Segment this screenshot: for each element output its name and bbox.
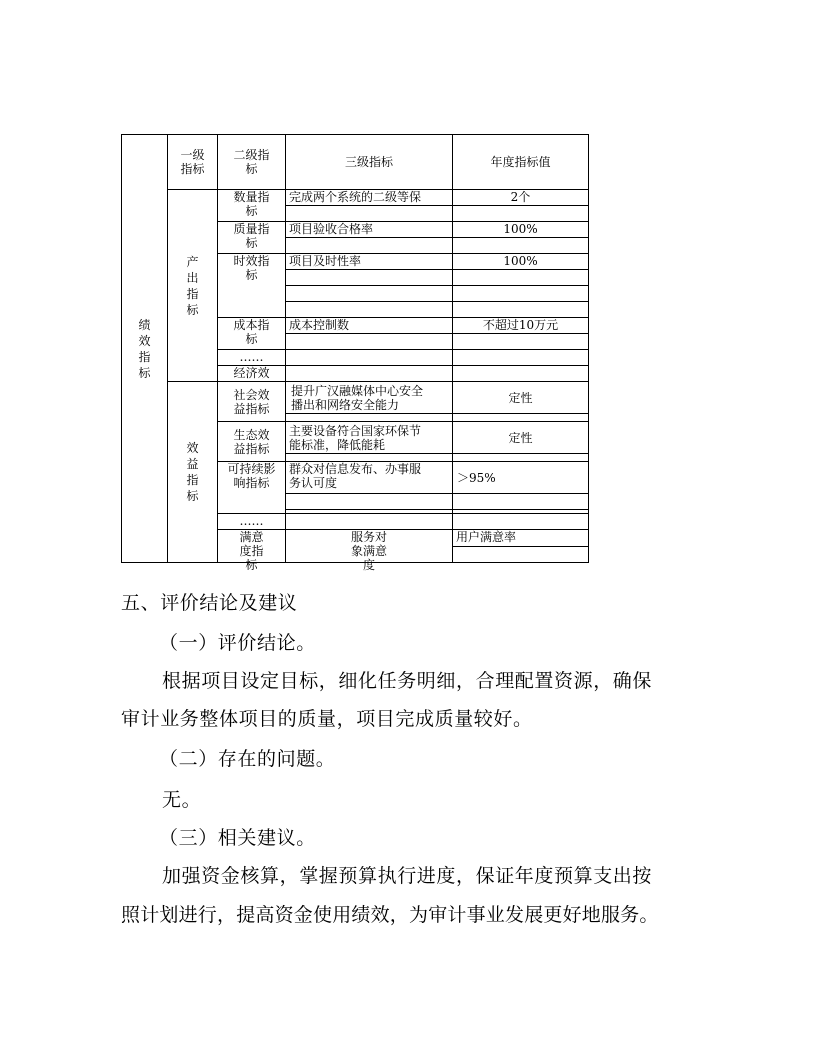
ecological-indicator-label: 生态效益指标	[233, 427, 270, 456]
header-level2-cell	[218, 135, 286, 190]
blank-cell	[453, 366, 589, 382]
satisfaction-indicator-cell	[218, 530, 286, 572]
performance-indicator-table	[121, 134, 589, 572]
blank-cell	[286, 414, 453, 422]
blank-cell	[286, 206, 453, 222]
output-ellipsis: ……	[218, 350, 286, 366]
blank-cell	[453, 206, 589, 222]
quality-indicator-item: 项目验收合格率	[286, 222, 453, 238]
performance-indicator-cell	[122, 135, 168, 563]
blank-cell	[453, 454, 589, 462]
benefit-indicator-label: 效益指标	[186, 441, 199, 503]
sustainable-indicator-item: 群众对信息发布、办事服务认可度	[289, 462, 422, 490]
blank-cell	[286, 366, 453, 382]
header-level1-cell	[168, 135, 218, 190]
cost-indicator-item: 成本控制数	[286, 318, 453, 334]
performance-indicator-label: 绩效指标	[138, 317, 151, 380]
blank-cell	[453, 514, 589, 530]
social-indicator-item: 提升广汉融媒体中心安全播出和网络安全能力	[291, 383, 424, 412]
satisfaction-indicator-label: 满意度指标	[239, 530, 264, 572]
social-indicator-value: 定性	[453, 382, 589, 414]
sustainable-indicator-item-cell	[286, 462, 453, 494]
blank-cell	[286, 286, 453, 302]
blank-cell	[453, 494, 589, 510]
blank-cell	[453, 286, 589, 302]
quantity-indicator-cell	[218, 190, 286, 222]
blank-cell	[286, 238, 453, 254]
blank-cell	[286, 514, 453, 530]
sub1-line2: 审计业务整体项目的质量，项目完成质量较好。	[121, 708, 533, 730]
benefit-ellipsis: ……	[218, 514, 286, 530]
section5-heading: 五、评价结论及建议	[121, 592, 298, 614]
timeliness-indicator-item: 项目及时性率	[286, 254, 453, 270]
economic-indicator-label: 经济效	[218, 366, 286, 382]
quality-indicator-value: 100%	[453, 222, 589, 238]
quantity-indicator-item: 完成两个系统的二级等保	[286, 190, 453, 206]
blank-cell	[286, 350, 453, 366]
timeliness-indicator-label: 时效指标	[233, 254, 270, 282]
blank-cell	[453, 238, 589, 254]
quantity-indicator-value: 2个	[453, 190, 589, 206]
ecological-indicator-item-cell	[286, 422, 453, 454]
blank-cell	[286, 494, 453, 510]
blank-cell	[453, 414, 589, 422]
sustainable-indicator-cell	[218, 462, 286, 514]
quantity-indicator-label: 数量指标	[233, 190, 270, 218]
blank-cell	[453, 302, 589, 318]
benefit-indicator-cell	[168, 382, 218, 563]
header-annual-value: 年度指标值	[453, 135, 589, 190]
social-indicator-item-cell	[286, 382, 453, 414]
quality-indicator-label: 质量指标	[233, 222, 270, 250]
blank-cell	[453, 546, 589, 563]
service-indicator-label: 服务对象满意度	[350, 530, 387, 572]
social-indicator-cell	[218, 382, 286, 422]
timeliness-indicator-cell	[218, 254, 286, 318]
cost-indicator-label: 成本指标	[233, 318, 270, 346]
header-level3: 三级指标	[286, 135, 453, 190]
service-indicator-cell	[286, 530, 453, 572]
sub1-heading: （一）评价结论。	[159, 632, 316, 654]
blank-cell	[453, 350, 589, 366]
cost-indicator-value: 不超过10万元	[453, 318, 589, 334]
ecological-indicator-item: 主要设备符合国家环保节能标准，降低能耗	[289, 423, 422, 452]
blank-cell	[286, 302, 453, 318]
sub2-body: 无。	[162, 789, 202, 811]
blank-cell	[286, 454, 453, 462]
quality-indicator-cell	[218, 222, 286, 254]
sub3-line1: 加强资金核算，掌握预算执行进度，保证年度预算支出按	[162, 865, 653, 887]
timeliness-indicator-value: 100%	[453, 254, 589, 270]
header-level1: 一级指标	[180, 148, 205, 176]
sub3-heading: （三）相关建议。	[159, 827, 316, 849]
blank-cell	[453, 334, 589, 350]
ecological-indicator-cell	[218, 422, 286, 462]
header-level2: 二级指标	[233, 148, 270, 176]
sustainable-indicator-label: 可持续影响指标	[227, 462, 276, 490]
blank-cell	[286, 334, 453, 350]
sub1-line1: 根据项目设定目标，细化任务明细，合理配置资源，确保	[162, 670, 653, 692]
blank-cell	[453, 270, 589, 286]
sub3-line2: 照计划进行，提高资金使用绩效，为审计事业发展更好地服务。	[121, 904, 659, 926]
service-indicator-item: 用户满意率	[453, 530, 589, 547]
output-indicator-cell	[168, 190, 218, 382]
sub2-heading: （二）存在的问题。	[159, 748, 336, 770]
ecological-indicator-value: 定性	[453, 422, 589, 454]
sustainable-indicator-value: ＞95%	[453, 462, 589, 494]
social-indicator-label: 社会效益指标	[233, 387, 270, 416]
cost-indicator-cell	[218, 318, 286, 350]
output-indicator-label: 产出指标	[186, 254, 199, 317]
blank-cell	[286, 270, 453, 286]
